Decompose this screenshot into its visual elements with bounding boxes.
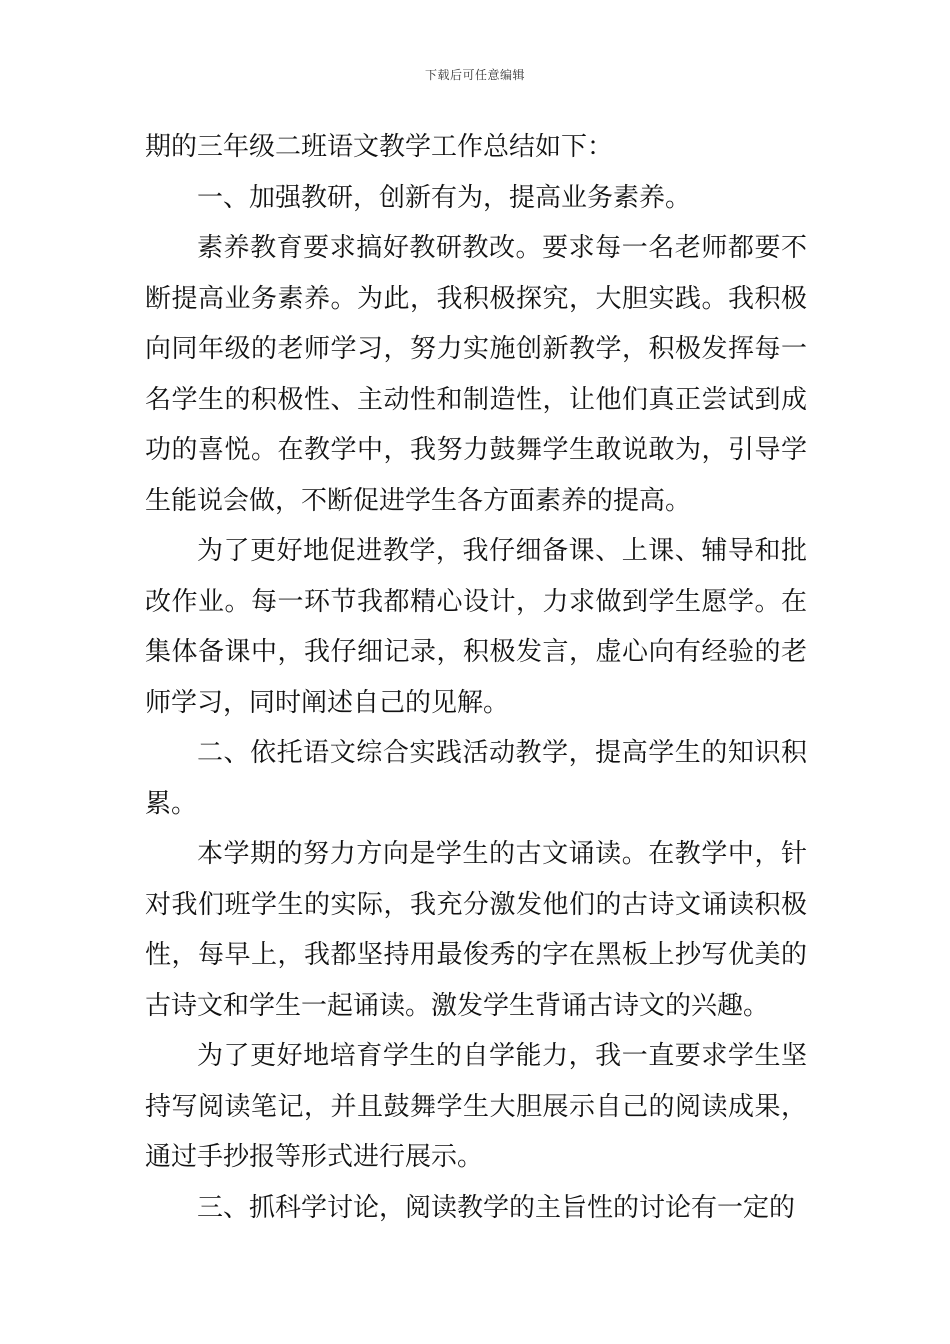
- paragraph: 本学期的努力方向是学生的古文诵读。在教学中，针对我们班学生的实际，我充分激发他们的古诗文诵读积极性，每早上，我都坚持用最俊秀的字在黑板上抄写优美的古诗文和学生一起诵读。激发学生背诵古诗文的兴趣。: [145, 839, 807, 1021]
- paragraph: 期的三年级二班语文教学工作总结如下：: [145, 132, 614, 162]
- paragraph: 为了更好地培育学生的自学能力，我一直要求学生坚持写阅读笔记，并且鼓舞学生大胆展示自己的阅读成果，通过手抄报等形式进行展示。: [145, 1041, 807, 1172]
- section-heading: 二、依托语文综合实践活动教学，提高学生的知识积累。: [145, 738, 807, 819]
- section-heading: 三、抓科学讨论，阅读教学的主旨性的讨论有一定的: [197, 1192, 796, 1223]
- page-header: 下载后可任意编辑: [424, 68, 525, 82]
- document-body: [145, 122, 807, 1233]
- paragraph: 素养教育要求搞好教研教改。要求每一名老师都要不断提高业务素养。为此，我积极探究，大胆实践。我积极向同年级的老师学习，努力实施创新教学，积极发挥每一名学生的积极性、主动性和制造性，让他们真正尝试到成功的喜悦。在教学中，我努力鼓舞学生敢说敢为，引导学生能说会做，不断促进学生各方面素养的提高。: [145, 233, 807, 516]
- section-heading: 一、加强教研，创新有为，提高业务素养。: [197, 182, 692, 213]
- paragraph: 为了更好地促进教学，我仔细备课、上课、辅导和批改作业。每一环节我都精心设计，力求做到学生愿学。在集体备课中，我仔细记录，积极发言，虚心向有经验的老师学习，同时阐述自己的见解。: [145, 536, 807, 718]
